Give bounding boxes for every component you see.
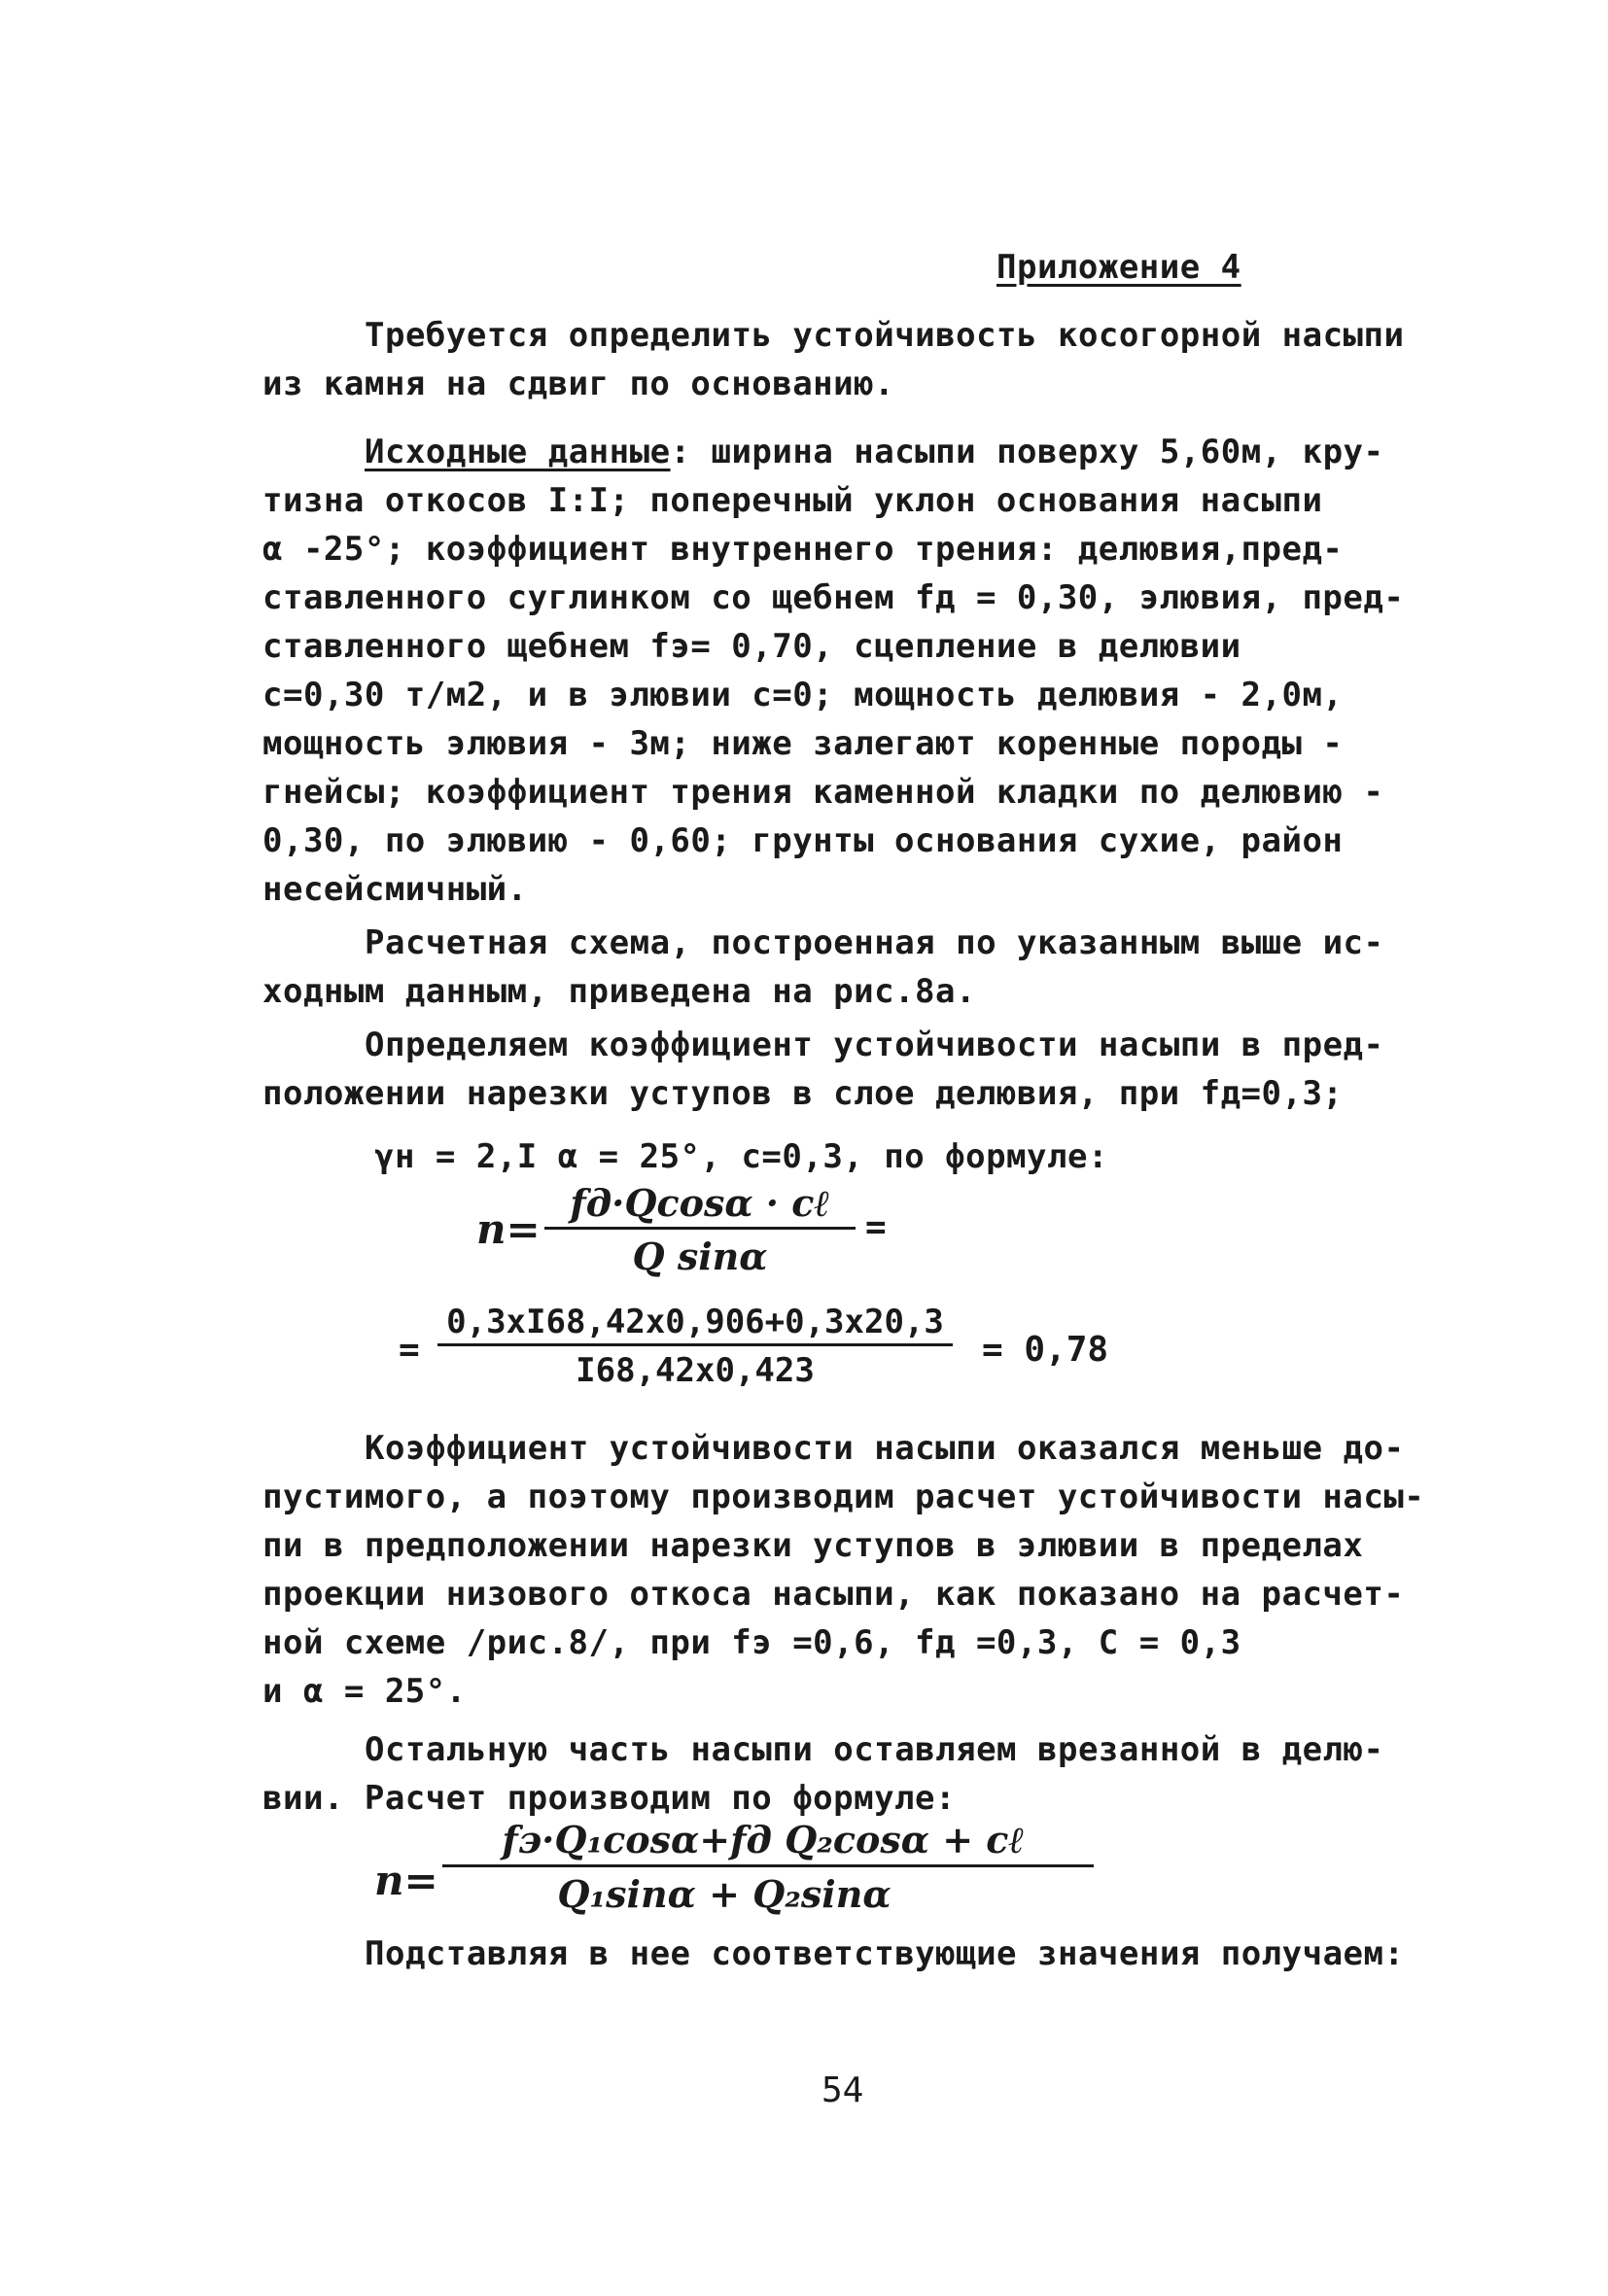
para6-line1: Остальную часть насыпи оставляем врезанной в делю-	[365, 1730, 1384, 1769]
formula3-bar	[442, 1864, 1094, 1867]
formula2-lhs: =	[399, 1330, 420, 1370]
formula2-denominator: I68,42x0,423	[576, 1351, 815, 1390]
para2-line8: гнейсы; коэффициент трения каменной кладки по делювию -	[262, 773, 1384, 812]
formula1-bar	[544, 1227, 856, 1230]
para1-line1: Требуется определить устойчивость косогорной насыпи	[365, 316, 1405, 355]
para2-line1: Исходные данные: ширина насыпи поверху 5,60м, кру-	[365, 433, 1384, 471]
para2-line9: 0,30, по элювию - 0,60; грунты основания сухие, район	[262, 821, 1344, 860]
para2-line6: с=0,30 т/м2, и в элювии с=0; мощность делювия - 2,0м,	[262, 676, 1344, 714]
para2-line2: тизна откосов I:I; поперечный уклон основания насыпи	[262, 481, 1323, 520]
formula3-lhs: n=	[374, 1857, 438, 1904]
para5-line1: Коэффициент устойчивости насыпи оказался меньше до-	[365, 1429, 1405, 1468]
appendix-title: Приложение 4	[996, 248, 1241, 287]
formula2-bar	[437, 1343, 953, 1346]
para2-line10: несейсмичный.	[262, 870, 528, 909]
para1-line2: из камня на сдвиг по основанию.	[262, 365, 895, 403]
source-data-heading: Исходные данные	[365, 433, 671, 471]
para4-line1: Определяем коэффициент устойчивости насыпи в пред-	[365, 1026, 1384, 1064]
formula1-lhs: n=	[476, 1205, 541, 1253]
para3-line1: Расчетная схема, построенная по указанным выше ис-	[365, 923, 1384, 962]
para6-line2: вии. Расчет производим по формуле:	[262, 1779, 956, 1818]
para7: Подставляя в нее соответствующие значения получаем:	[365, 1934, 1405, 1973]
para2-line3: α -25°; коэффициент внутреннего трения: делювия,пред-	[262, 530, 1344, 569]
formula2-numerator: 0,3xI68,42x0,906+0,3x20,3	[446, 1303, 944, 1341]
para5-line6: и α = 25°.	[262, 1672, 467, 1711]
params-line: γн = 2,I α = 25°, с=0,3, по формуле:	[374, 1137, 1108, 1176]
para4-line2: положении нарезки уступов в слое делювия, при fд=0,3;	[262, 1074, 1344, 1113]
para2-line7: мощность элювия - 3м; ниже залегают коренные породы -	[262, 724, 1344, 763]
formula3-numerator: fэ·Q₁cosα+fд Q₂cosα + cℓ	[502, 1818, 1025, 1861]
page-number: 54	[821, 2070, 864, 2110]
formula1-rhs: =	[865, 1207, 887, 1247]
formula3-denominator: Q₁sinα + Q₂sinα	[557, 1872, 891, 1916]
para5-line2: пустимого, а поэтому производим расчет устойчивости насы-	[262, 1478, 1425, 1516]
para3-line2: ходным данным, приведена на рис.8а.	[262, 972, 976, 1011]
para2-line5: ставленного щебнем fэ= 0,70, сцепление в делювии	[262, 627, 1241, 666]
formula1-denominator: Q sinα	[632, 1235, 768, 1278]
formula2-result: = 0,78	[982, 1330, 1109, 1370]
para5-line3: пи в предположении нарезки уступов в элювии в пределах	[262, 1526, 1364, 1565]
para5-line5: ной схеме /рис.8/, при fэ =0,6, fд =0,3, С = 0,3	[262, 1623, 1241, 1662]
para2-line4: ставленного суглинком со щебнем fд = 0,30, элювия, пред-	[262, 578, 1405, 617]
formula1-numerator: fд·Qcosα · cℓ	[570, 1181, 830, 1225]
para5-line4: проекции низового откоса насыпи, как показано на расчет-	[262, 1575, 1405, 1614]
